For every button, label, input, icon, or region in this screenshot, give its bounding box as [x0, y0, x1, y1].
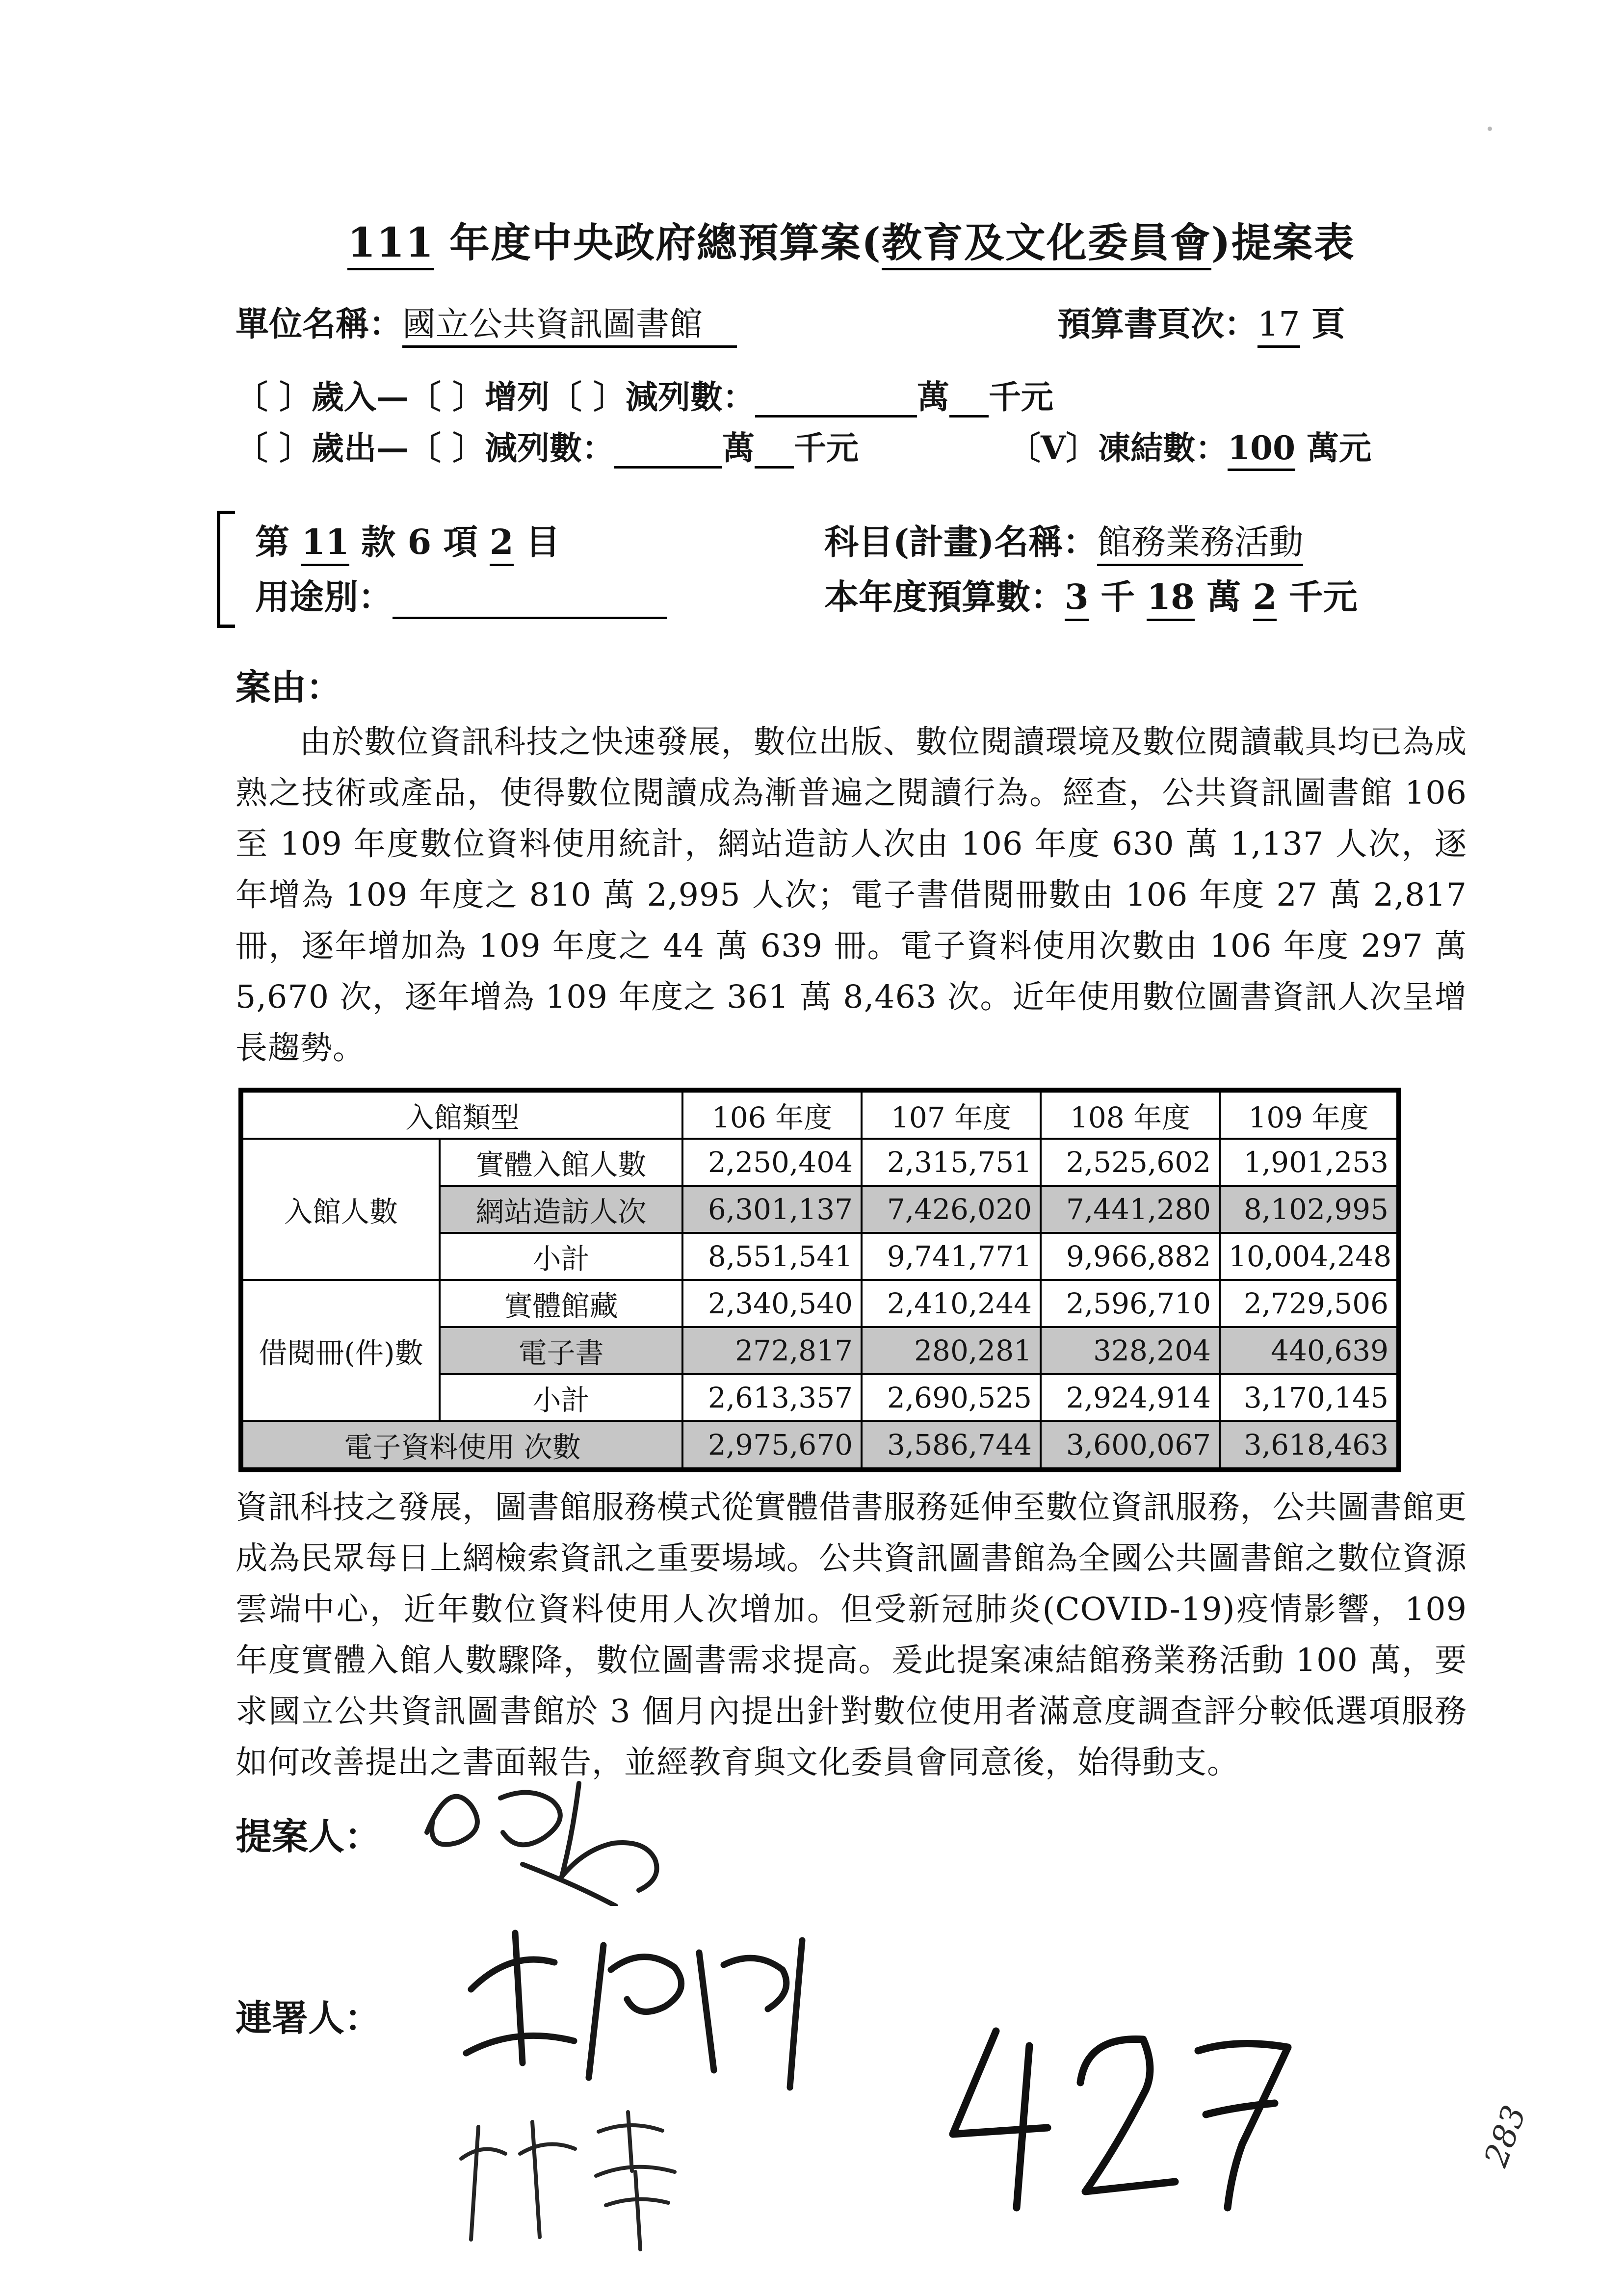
- left-bracket-mark: [217, 511, 235, 628]
- cell-value: 3,586,744: [862, 1421, 1041, 1470]
- signature-area: [236, 1798, 1467, 2279]
- handwritten-number-427: [922, 2009, 1305, 2225]
- expense-amount-blank: [614, 437, 722, 469]
- freeze-amount-suffix: 萬元: [1295, 429, 1371, 467]
- usage-budget-line: [255, 570, 1467, 625]
- cell-value: 7,441,280: [1041, 1186, 1220, 1233]
- cell-value: 328,204: [1041, 1327, 1220, 1374]
- title-committee-name: 教育及文化委員會: [882, 219, 1211, 270]
- cell-value: 2,975,670: [682, 1421, 862, 1470]
- row-label-ebooks: 電子書: [440, 1327, 682, 1374]
- cell-value: 8,551,541: [682, 1233, 862, 1280]
- cell-value: 9,966,882: [1041, 1233, 1220, 1280]
- revenue-adjust-line: [236, 371, 1467, 422]
- clause-suffix: 目: [513, 522, 560, 562]
- expense-wan-label: 萬: [722, 429, 755, 467]
- freeze-checkbox-checked: 〔V〕: [1008, 429, 1099, 467]
- cell-value: 8,102,995: [1220, 1186, 1399, 1233]
- cell-value: 10,004,248: [1220, 1233, 1399, 1280]
- budget-page-suffix: 頁: [1300, 305, 1345, 344]
- cell-value: 2,596,710: [1041, 1280, 1220, 1327]
- title-year-number: 111: [347, 219, 434, 270]
- unit-name-line: [236, 298, 1467, 349]
- row-label: 實體入館人數: [440, 1139, 682, 1186]
- cell-value: 9,741,771: [862, 1233, 1041, 1280]
- section-subject-block: [236, 515, 1467, 625]
- col-header-year-109: 109 年度: [1220, 1090, 1399, 1139]
- cell-value: 3,600,067: [1041, 1421, 1220, 1470]
- cell-value: 2,924,914: [1041, 1374, 1220, 1421]
- col-header-type: 入館類型: [241, 1090, 682, 1139]
- freeze-label: 凍結數：: [1098, 429, 1228, 467]
- cell-value: 2,340,540: [682, 1280, 862, 1327]
- cosigner-signature-1: [466, 1933, 802, 2087]
- col-header-year-107: 107 年度: [862, 1090, 1041, 1139]
- expense-line-text: 〔 〕歲出—〔 〕減列數：: [236, 429, 614, 467]
- clause-middle: 款 6 項: [349, 522, 490, 562]
- cosigner-signatures: [432, 1916, 873, 2269]
- unit-name-value: 國立公共資訊圖書館: [402, 305, 737, 348]
- subject-name-value: 館務業務活動: [1097, 522, 1303, 566]
- row-label-subtotal: 小計: [440, 1374, 682, 1421]
- table-row: [241, 1280, 1399, 1327]
- cell-value: 280,281: [862, 1327, 1041, 1374]
- budget-num-1: 3: [1065, 576, 1089, 621]
- cell-value: 2,525,602: [1041, 1139, 1220, 1186]
- cell-value: 2,410,244: [862, 1280, 1041, 1327]
- title-end-text: )提案表: [1211, 219, 1355, 266]
- usage-type-blank: [393, 587, 667, 619]
- row-label: 實體館藏: [440, 1280, 682, 1327]
- col-header-year-108: 108 年度: [1041, 1090, 1220, 1139]
- row-label-digital-usage: 電子資料使用 次數: [241, 1421, 682, 1470]
- budget-num-2: 18: [1147, 576, 1194, 621]
- budget-page-label: 預算書頁次：: [1057, 305, 1258, 344]
- revenue-line-text: 〔 〕歲入—〔 〕增列〔 〕減列數：: [236, 378, 755, 416]
- expense-adjust-line: [236, 422, 1467, 473]
- row-label-subtotal: 小計: [440, 1233, 682, 1280]
- annual-budget-group: [824, 570, 1358, 619]
- group-visitors-label: 入館人數: [241, 1139, 440, 1280]
- document-content: [236, 211, 1467, 2279]
- revenue-wan-label: 萬: [917, 378, 949, 416]
- budget-unit-2: 萬: [1194, 576, 1253, 617]
- revenue-qian-blank: [949, 386, 989, 417]
- cell-value: 3,618,463: [1220, 1421, 1399, 1470]
- cell-value: 2,250,404: [682, 1139, 862, 1186]
- budget-unit-1: 千: [1088, 576, 1147, 617]
- clause-number: 11: [301, 522, 349, 566]
- expense-qian-label: 千元: [793, 429, 859, 467]
- cell-value: 3,170,145: [1220, 1374, 1399, 1421]
- cell-value: 2,315,751: [862, 1139, 1041, 1186]
- budget-num-3: 2: [1253, 576, 1277, 621]
- case-paragraph-1: 由於數位資訊科技之快速發展，數位出版、數位閱讀環境及數位閱讀載具均已為成熟之技術或產品，使得數位閱讀成為漸普遍之閱讀行為。經查，公共資訊圖書館 106 至 109 年度數位資料使用統計，網站造訪人次由 106 年度 630 萬 1,137 人次，逐年增為 109 年度之 810 萬 2,995 人次；電子書借閱冊數由 106 年度 27 萬 2,817 冊，逐年增加為 109 年度之 44 萬 639 冊。電子資料使用次數由 106 年度 297 萬 5,670 次，逐年增為 109 年度之 361 萬 8,463 次。近年使用數位圖書資訊人次呈增長趨勢。: [236, 724, 1467, 1067]
- corner-page-note: 283: [1477, 2100, 1534, 2172]
- annual-budget-label: 本年度預算數：: [824, 576, 1065, 617]
- proposer-label: 提案人：: [236, 1816, 381, 1858]
- subject-name-group: [824, 515, 1303, 564]
- case-heading: 案由：: [236, 666, 342, 708]
- row-label-website-visits: 網站造訪人次: [440, 1186, 682, 1233]
- library-usage-statistics-table: [238, 1088, 1401, 1472]
- cell-value: 2,613,357: [682, 1374, 862, 1421]
- expense-qian-blank: [755, 437, 794, 469]
- subject-name-label: 科目(計畫)名稱：: [824, 522, 1098, 562]
- case-paragraph-2: 資訊科技之發展，圖書館服務模式從實體借書服務延伸至數位資訊服務，公共圖書館更成為民眾每日上網檢索資訊之重要場域。公共資訊圖書館為全國公共圖書館之數位資源雲端中心，近年數位資料使用人次增加。但受新冠肺炎(COVID-19)疫情影響，109 年度實體入館人數驟降，數位圖書需求提高。爰此提案凍結館務業務活動 100 萬，要求國立公共資訊圖書館於 3 個月內提出針對數位使用者滿意度調查評分較低選項服務如何改善提出之書面報告，並經教育與文化委員會同意後，始得動支。: [236, 1489, 1467, 1781]
- freeze-amount-value: 100: [1228, 429, 1295, 471]
- cosigner-label: 連署人：: [236, 1997, 381, 2039]
- item-number: 2: [490, 522, 514, 566]
- cosigner-signature-2: [461, 2112, 675, 2249]
- cell-value: 440,639: [1220, 1327, 1399, 1374]
- group-borrowing-label: 借閱冊(件)數: [241, 1280, 440, 1421]
- col-header-year-106: 106 年度: [682, 1090, 862, 1139]
- freeze-amount-group: [1008, 422, 1371, 469]
- cell-value: 7,426,020: [862, 1186, 1041, 1233]
- table-header-row: [241, 1090, 1399, 1139]
- cell-value: 2,690,525: [862, 1374, 1041, 1421]
- cell-value: 272,817: [682, 1327, 862, 1374]
- proposer-signature: [397, 1759, 711, 1906]
- budget-page-number: 17: [1257, 305, 1300, 348]
- document-title: [236, 211, 1467, 268]
- cell-value: 1,901,253: [1220, 1139, 1399, 1186]
- revenue-qian-label: 千元: [988, 378, 1053, 416]
- table-row: [241, 1139, 1399, 1186]
- cell-value: 2,729,506: [1220, 1280, 1399, 1327]
- usage-type-label: 用途別：: [255, 576, 393, 617]
- budget-unit-3: 千元: [1277, 576, 1358, 617]
- clause-prefix: 第: [255, 522, 302, 562]
- unit-name-label: 單位名稱：: [236, 305, 403, 344]
- table-row-highlighted: [241, 1421, 1399, 1470]
- title-middle-text: 年度中央政府總預算案(: [434, 219, 882, 266]
- revenue-amount-blank: [755, 386, 917, 417]
- clause-item-line: [255, 515, 1467, 570]
- scan-artifact-dot: [1488, 127, 1492, 131]
- cell-value: 6,301,137: [682, 1186, 862, 1233]
- budget-page-ref: [1057, 298, 1345, 345]
